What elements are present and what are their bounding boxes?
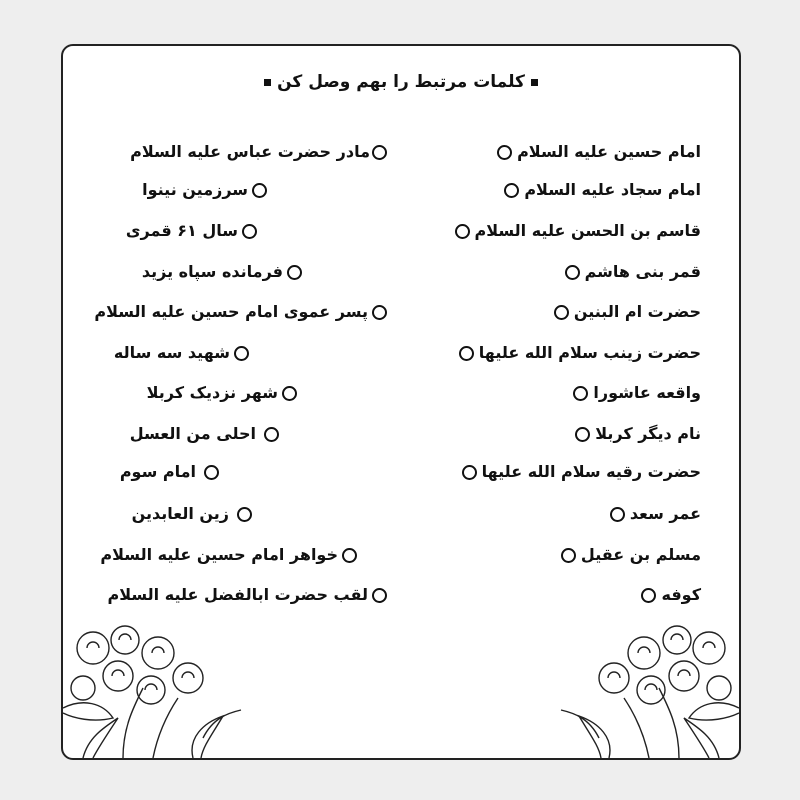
- circle-icon[interactable]: [252, 183, 267, 198]
- circle-icon[interactable]: [372, 305, 387, 320]
- item-label: کوفه: [661, 585, 701, 604]
- item-label: امام سوم: [119, 462, 196, 481]
- square-bullet-icon: [531, 79, 538, 86]
- right-item: [504, 178, 701, 202]
- right-item: [575, 422, 701, 446]
- worksheet-title: [63, 72, 739, 92]
- item-label: خواهر امام حسین علیه السلام: [100, 545, 338, 564]
- item-label: حضرت رقیه سلام الله علیها: [481, 462, 701, 481]
- left-item: [142, 260, 387, 284]
- flower-illustration-right: [559, 618, 739, 758]
- left-item: [132, 502, 387, 526]
- item-label: پسر عموی امام حسین علیه السلام: [94, 302, 368, 321]
- left-item: [126, 219, 387, 243]
- right-item: [641, 583, 701, 607]
- circle-icon[interactable]: [372, 145, 387, 160]
- circle-icon[interactable]: [459, 346, 474, 361]
- circle-icon[interactable]: [462, 465, 477, 480]
- right-item: [459, 341, 701, 365]
- item-label: مسلم بن عقیل: [580, 545, 701, 564]
- item-label: احلی من العسل: [129, 424, 256, 443]
- right-item: [462, 460, 701, 484]
- item-label: قاسم بن الحسن علیه السلام: [474, 221, 701, 240]
- circle-icon[interactable]: [554, 305, 569, 320]
- circle-icon[interactable]: [497, 145, 512, 160]
- left-item: [108, 583, 387, 607]
- item-label: واقعه عاشورا: [593, 383, 701, 402]
- right-item: [554, 300, 701, 324]
- worksheet: [61, 44, 741, 760]
- right-item: [497, 140, 701, 164]
- item-label: مادر حضرت عباس علیه السلام: [130, 142, 370, 161]
- circle-icon[interactable]: [641, 588, 656, 603]
- item-label: شهید سه ساله: [113, 343, 230, 362]
- circle-icon[interactable]: [237, 507, 252, 522]
- item-label: قمر بنی هاشم: [584, 262, 701, 281]
- item-label: زین العابدین: [131, 504, 229, 523]
- circle-icon[interactable]: [282, 386, 297, 401]
- circle-icon[interactable]: [575, 427, 590, 442]
- right-item: [610, 502, 701, 526]
- circle-icon[interactable]: [504, 183, 519, 198]
- item-label: امام سجاد علیه السلام: [524, 180, 701, 199]
- circle-icon[interactable]: [573, 386, 588, 401]
- right-item: [455, 219, 702, 243]
- circle-icon[interactable]: [204, 465, 219, 480]
- right-item: [565, 260, 701, 284]
- circle-icon[interactable]: [455, 224, 470, 239]
- item-label: لقب حضرت ابالفضل علیه السلام: [107, 585, 368, 604]
- item-label: سال ۶۱ قمری: [125, 221, 238, 240]
- left-item: [120, 460, 387, 484]
- left-item: [94, 300, 387, 324]
- left-item: [114, 341, 387, 365]
- item-label: سرزمین نینوا: [142, 180, 248, 199]
- item-label: امام حسین علیه السلام: [517, 142, 701, 161]
- right-item: [573, 381, 701, 405]
- circle-icon[interactable]: [342, 548, 357, 563]
- square-bullet-icon: [264, 79, 271, 86]
- title-text: کلمات مرتبط را بهم وصل کن: [277, 72, 525, 92]
- circle-icon[interactable]: [565, 265, 580, 280]
- item-label: فرمانده سپاه یزید: [141, 262, 283, 281]
- flower-illustration-left: [63, 618, 243, 758]
- item-label: حضرت زینب سلام الله علیها: [478, 343, 701, 362]
- circle-icon[interactable]: [287, 265, 302, 280]
- left-item: [130, 422, 387, 446]
- item-label: عمر سعد: [629, 504, 701, 523]
- left-item: [130, 140, 387, 164]
- circle-icon[interactable]: [561, 548, 576, 563]
- circle-icon[interactable]: [610, 507, 625, 522]
- left-item: [147, 381, 387, 405]
- circle-icon[interactable]: [264, 427, 279, 442]
- circle-icon[interactable]: [234, 346, 249, 361]
- item-label: حضرت ام البنین: [573, 302, 701, 321]
- circle-icon[interactable]: [372, 588, 387, 603]
- left-item: [142, 178, 387, 202]
- item-label: شهر نزدیک کربلا: [146, 383, 278, 402]
- left-item: [100, 543, 387, 567]
- circle-icon[interactable]: [242, 224, 257, 239]
- right-item: [561, 543, 701, 567]
- item-label: نام دیگر کربلا: [595, 424, 701, 443]
